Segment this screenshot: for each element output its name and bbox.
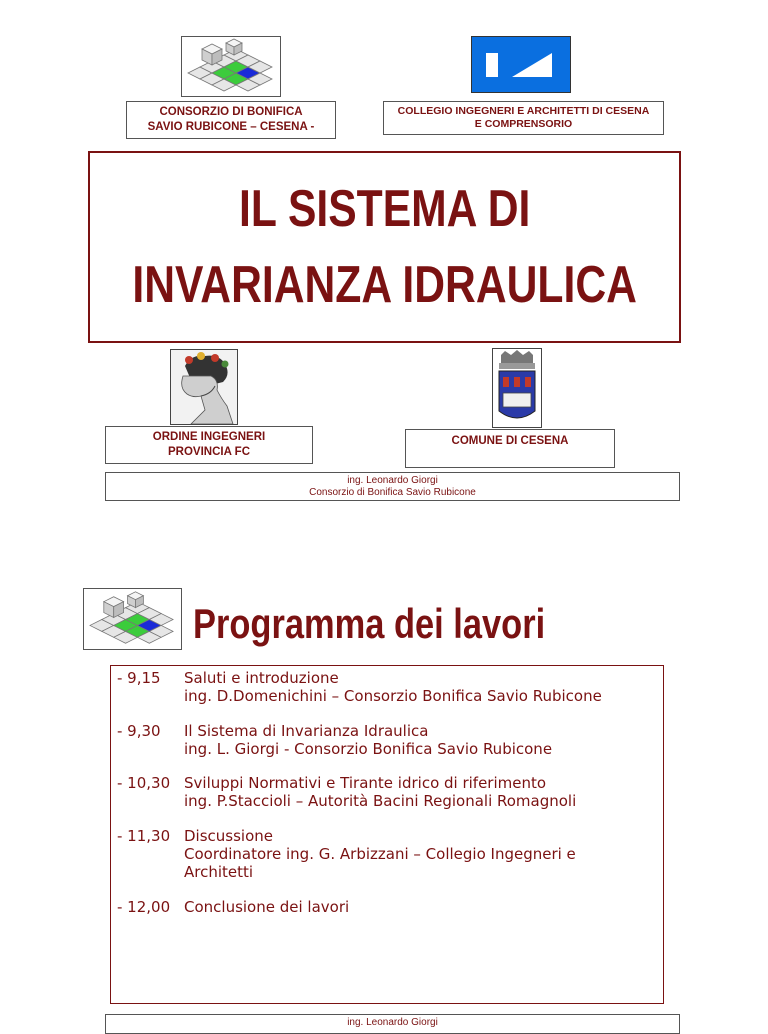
slide2-consorzio-logo	[83, 588, 182, 650]
woman-portrait-icon	[171, 350, 237, 424]
slide2-footer	[105, 1014, 680, 1034]
agenda-item	[117, 722, 663, 758]
footer-organization: Consorzio di Bonifica Savio Rubicone	[309, 486, 476, 498]
consorzio-label-line2: SAVIO RUBICONE – CESENA -	[147, 121, 315, 133]
agenda-title: Conclusione dei lavori	[184, 898, 350, 916]
program-title: Programma dei lavori	[193, 600, 546, 647]
ordine-label-line2: PROVINCIA FC	[168, 446, 250, 458]
agenda-time: - 11,30	[117, 827, 171, 845]
ordine-label-line1: ORDINE INGEGNERI	[152, 431, 266, 443]
collegio-logo	[471, 36, 571, 93]
agenda-speaker: ing. L. Giorgi - Consorzio Bonifica Savio Rubicone	[184, 740, 553, 758]
coat-of-arms-icon	[493, 349, 541, 427]
main-title-line2: INVARIANZA IDRAULICA	[132, 256, 637, 314]
consorzio-label-line1: CONSORZIO DI BONIFICA	[159, 106, 303, 118]
agenda-speaker: Coordinatore ing. G. Arbizzani – Collegio Ingegneri e Architetti	[184, 845, 576, 881]
consorzio-label	[126, 101, 336, 139]
agenda-title: Saluti e introduzione	[184, 669, 339, 687]
main-title-line1: IL SISTEMA DI	[238, 180, 531, 238]
collegio-label-line1: COLLEGIO INGEGNERI E ARCHITETTI DI CESENA	[397, 105, 650, 117]
collegio-emblem-icon	[472, 37, 570, 92]
agenda-box	[110, 665, 664, 1004]
agenda-item	[117, 898, 663, 916]
consorzio-logo	[181, 36, 281, 97]
agenda-title: Discussione	[184, 827, 273, 845]
agenda-title: Il Sistema di Invarianza Idraulica	[184, 722, 429, 740]
collegio-label	[383, 101, 664, 135]
grid-cubes-icon	[84, 589, 181, 649]
footer-author: ing. Leonardo Giorgi	[347, 474, 438, 486]
agenda-time: - 10,30	[117, 774, 171, 792]
main-title-box	[88, 151, 681, 343]
slide1-footer	[105, 472, 680, 501]
comune-label	[405, 429, 615, 468]
agenda-item	[117, 669, 663, 705]
comune-label-line1: COMUNE DI CESENA	[451, 435, 569, 447]
agenda-item	[117, 774, 663, 810]
agenda-title: Sviluppi Normativi e Tirante idrico di riferimento	[184, 774, 547, 792]
agenda-time: - 12,00	[117, 898, 171, 916]
ordine-logo	[170, 349, 238, 425]
comune-logo	[492, 348, 542, 428]
agenda-speaker: ing. D.Domenichini – Consorzio Bonifica Savio Rubicone	[184, 687, 602, 705]
ordine-label	[105, 426, 313, 464]
agenda-time: - 9,30	[117, 722, 161, 740]
agenda-time: - 9,15	[117, 669, 161, 687]
collegio-label-line2: E COMPRENSORIO	[474, 118, 573, 130]
footer-author-partial: ing. Leonardo Giorgi	[347, 1017, 438, 1028]
grid-cubes-icon	[182, 37, 280, 96]
agenda-item	[117, 827, 663, 881]
agenda-speaker: ing. P.Staccioli – Autorità Bacini Regionali Romagnoli	[184, 792, 577, 810]
